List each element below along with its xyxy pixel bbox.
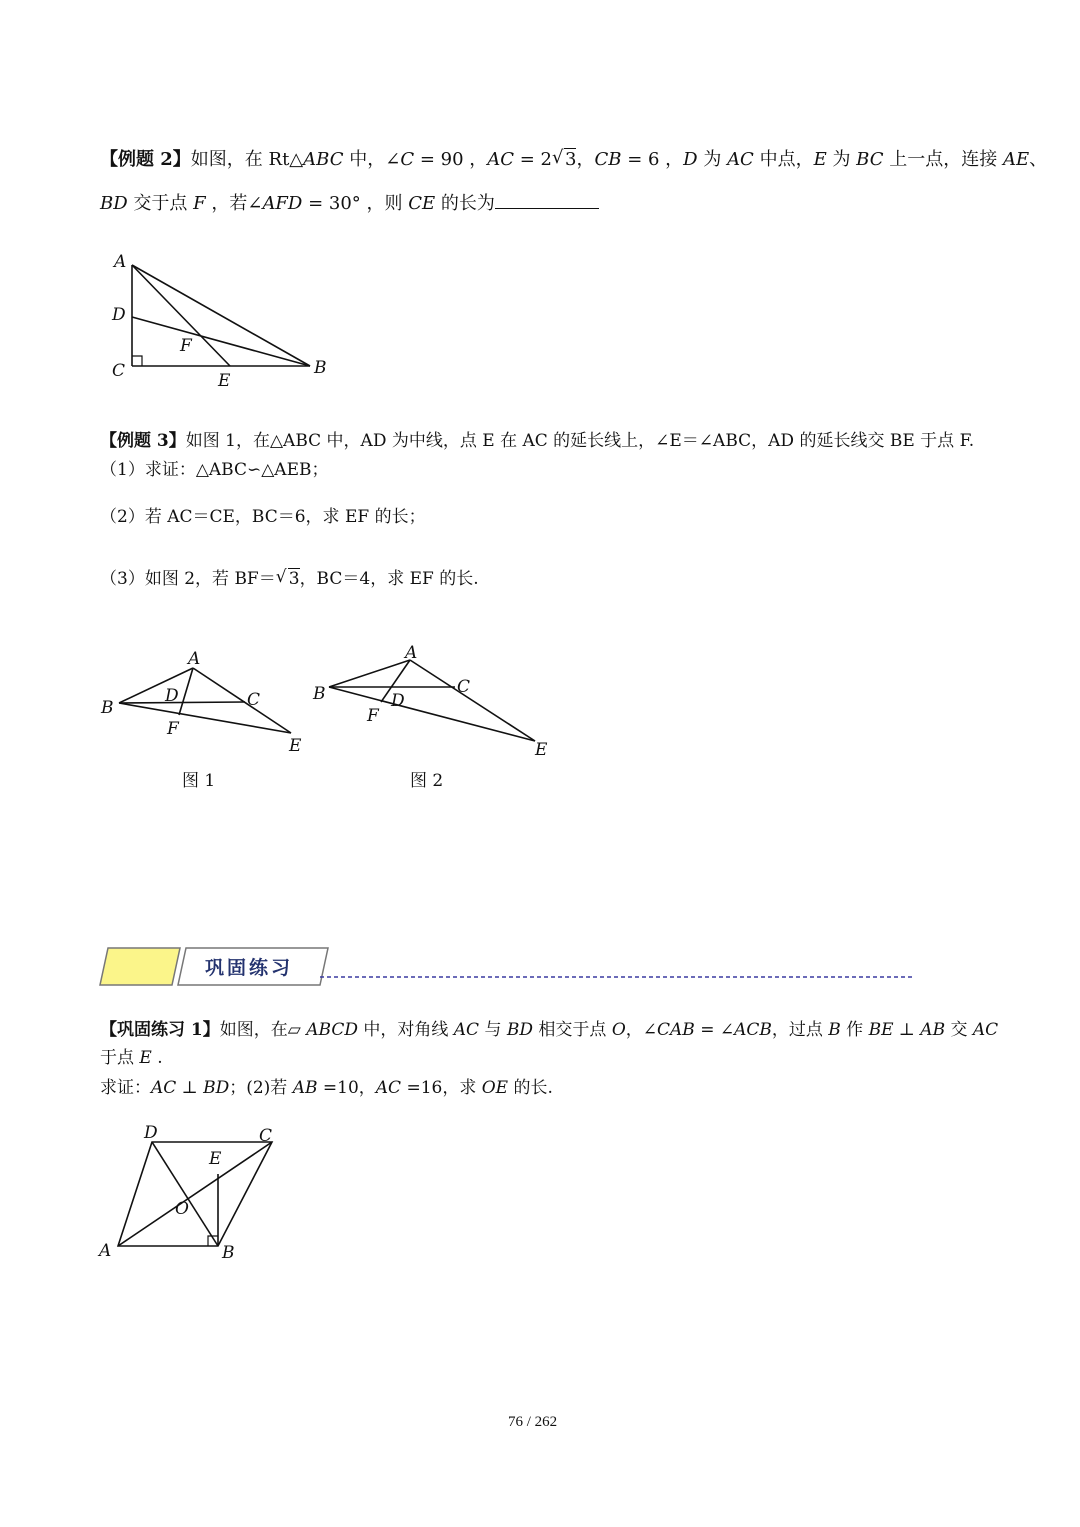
- segment-ba-2: [329, 660, 410, 687]
- example-2-tag: 【例题 2】: [100, 149, 191, 170]
- label-a: A: [99, 1241, 112, 1261]
- example-3-line-1: 【例题 3】如图 1，在△ABC 中，AD 为中线，点 E 在 AC 的延长线上，∠E＝∠ABC，AD 的延长线交 BE 于点 F.: [100, 431, 975, 451]
- figure-1-caption: 图 1: [182, 771, 216, 791]
- sqrt-symbol: √ 3: [276, 567, 300, 591]
- sqrt-symbol: √ 3: [552, 148, 576, 172]
- fig2-label-f: F: [367, 706, 379, 726]
- section-title: 巩固练习: [205, 957, 294, 979]
- segment-be-2: [329, 687, 535, 741]
- fig1-label-a: A: [188, 649, 201, 669]
- label-d: D: [112, 305, 126, 325]
- label-c: C: [259, 1126, 273, 1146]
- fig2-label-c: C: [457, 677, 471, 697]
- fig2-label-d: D: [391, 691, 405, 711]
- label-f: F: [180, 336, 192, 356]
- label-a: A: [114, 252, 127, 272]
- fig1-label-b: B: [101, 698, 114, 718]
- fig1-label-d: D: [165, 686, 179, 706]
- fig1-label-c: C: [247, 690, 261, 710]
- label-e: E: [218, 371, 231, 391]
- fig2-label-b: B: [313, 684, 326, 704]
- practice-1-tag: 【巩固练习 1】: [100, 1020, 220, 1040]
- figure-2-caption: 图 2: [410, 771, 444, 791]
- label-c: C: [112, 361, 126, 381]
- label-e: E: [209, 1149, 222, 1169]
- segment-db: [132, 317, 310, 366]
- example-3-question-1: （1）求证：△ABC∽△AEB；: [100, 460, 329, 480]
- label-d: D: [144, 1123, 158, 1143]
- practice-1-line-1: 【巩固练习 1】如图，在▱ ABCD 中，对角线 AC 与 BD 相交于点 O，∠CAB = ∠ACB，过点 B 作 BE ⊥ AB 交 AC: [100, 1020, 999, 1040]
- label-b: B: [314, 358, 327, 378]
- practice-1-figure: [95, 1118, 295, 1268]
- practice-1-line-2: 于点 E .: [100, 1048, 163, 1068]
- figure-2: [329, 660, 535, 741]
- segment-be: [119, 703, 291, 733]
- fig2-label-a: A: [405, 643, 418, 663]
- segment-ba: [119, 668, 193, 703]
- example-3-question-3: （3）如图 2，若 BF＝√ 3，BC＝4，求 EF 的长.: [100, 567, 479, 591]
- example-2-figure: [100, 245, 340, 395]
- segment-ae-2: [410, 660, 535, 741]
- banner-yellow-block: [100, 948, 180, 985]
- right-angle-mark: [132, 356, 142, 366]
- fig1-label-e: E: [289, 736, 302, 756]
- segment-ae: [193, 668, 291, 733]
- page-number: 76 / 262: [508, 1414, 558, 1430]
- practice-1-line-3: 求证：AC ⊥ BD；(2)若 AB =10，AC =16，求 OE 的长.: [100, 1078, 553, 1098]
- example-2-line-1: 【例题 2】如图，在 Rt△ABC 中，∠C = 90 ，AC = 2√ 3，CB = 6 ，D 为 AC 中点，E 为 BC 上一点，连接 AE、: [100, 148, 1047, 172]
- fig2-label-e: E: [535, 740, 548, 760]
- example-3-tag: 【例题 3】: [100, 431, 186, 451]
- label-b: B: [222, 1243, 235, 1263]
- segment-af: [179, 668, 193, 715]
- example-3-question-2: （2）若 AC＝CE，BC＝6，求 EF 的长；: [100, 507, 426, 527]
- fig1-label-f: F: [167, 719, 179, 739]
- example-2-line-2: BD 交于点 F ，若∠AFD = 30° ，则 CE 的长为: [100, 192, 599, 216]
- answer-blank: [495, 208, 599, 209]
- figure-1: [119, 668, 291, 733]
- segment-ab: [132, 265, 310, 366]
- example-3-figures: [95, 635, 575, 795]
- diagonal-ac: [118, 1142, 272, 1246]
- label-o: O: [175, 1199, 189, 1219]
